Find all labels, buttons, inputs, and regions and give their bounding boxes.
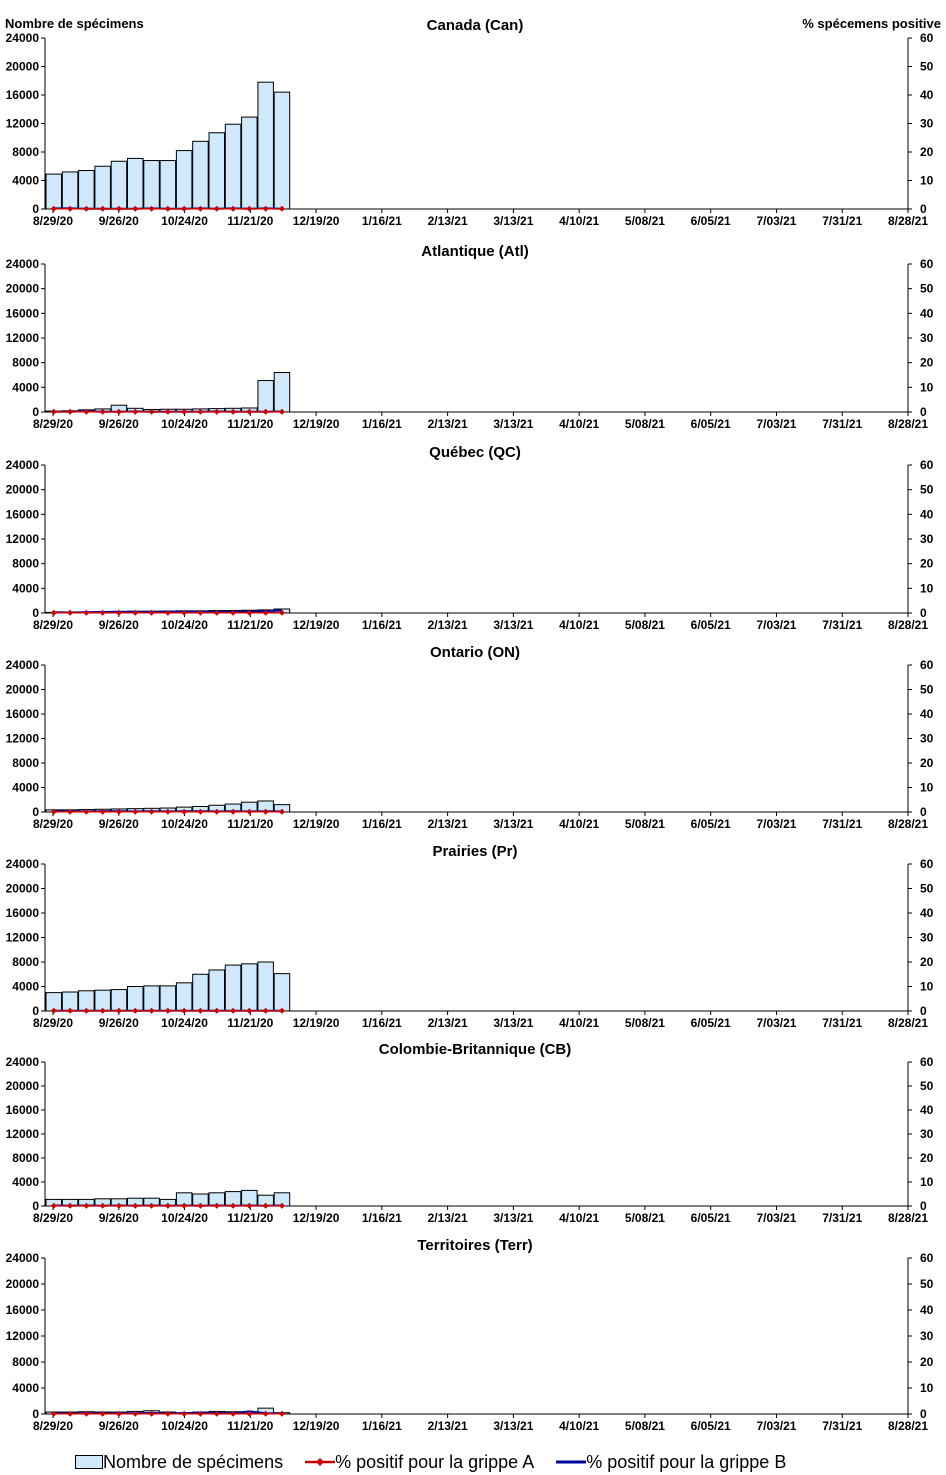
panel-4-x-tick-label: 12/19/20	[292, 817, 340, 831]
panel-4-y2-tick-label: 20	[920, 756, 934, 770]
panel-3-x-tick-label: 10/24/20	[161, 618, 208, 632]
panel-2-x-tick-label: 4/10/21	[559, 417, 600, 431]
panel-3-x-tick-label: 3/13/21	[493, 618, 534, 632]
legend-item-flu-b	[556, 1452, 786, 1473]
legend-label-flu-a: % positif pour la grippe A	[335, 1451, 535, 1472]
panel-1-bar	[160, 161, 176, 209]
panel-2-x-tick-label: 8/29/20	[32, 417, 74, 431]
panel-5-bar	[242, 964, 258, 1011]
panel-1-bar	[46, 174, 62, 209]
panel-2-x-tick-label: 12/19/20	[292, 417, 340, 431]
panel-3-y2-tick-label: 20	[920, 556, 934, 571]
panel-3-x-tick-label: 7/31/21	[822, 618, 863, 632]
panel-7-y-tick-label: 0	[32, 1407, 39, 1421]
panel-5-y2-tick-label: 30	[920, 930, 934, 945]
panel-1-bar	[79, 171, 95, 209]
panel-1-y-tick-label: 4000	[12, 173, 39, 188]
panel-5-x-tick-label: 7/03/21	[756, 1016, 797, 1030]
panel-1-x-tick-label: 5/08/21	[624, 214, 665, 228]
panel-1-bar	[128, 158, 144, 209]
panel-6-y2-tick-label: 50	[920, 1079, 934, 1093]
panel-2-x-tick-label: 3/13/21	[493, 417, 534, 431]
panel-4-title: Ontario (ON)	[430, 644, 520, 661]
panel-6-x-tick-label: 7/31/21	[822, 1211, 863, 1225]
panel-3-x-tick-label: 7/03/21	[756, 618, 797, 632]
panel-2-x-tick-label: 7/03/21	[756, 417, 797, 431]
panel-7-x-tick-label: 7/31/21	[822, 1419, 863, 1433]
panel-5-y2-tick-label: 60	[920, 857, 934, 871]
legend-swatch-flu-b	[556, 1452, 586, 1472]
panel-4-x-tick-label: 3/13/21	[493, 817, 534, 831]
panel-5-y2-tick-label: 40	[920, 906, 934, 920]
panel-1-x-tick-label: 3/13/21	[493, 214, 534, 228]
panel-6-y-tick-label: 16000	[5, 1103, 39, 1117]
panel-7-flu-a-point	[181, 1411, 187, 1417]
panel-5-bar	[193, 974, 209, 1011]
panel-7-y-tick-label: 12000	[5, 1329, 39, 1343]
panel-5-x-tick-label: 12/19/20	[292, 1016, 340, 1030]
panel-4-y-tick-label: 16000	[5, 707, 39, 721]
panel-5-y-tick-label: 16000	[5, 906, 39, 920]
panel-5-bar	[160, 986, 176, 1011]
panel-4-y-tick-label: 4000	[12, 780, 39, 795]
panel-5-y2-tick-label: 50	[920, 881, 934, 896]
panel-4-x-tick-label: 8/29/20	[32, 817, 74, 831]
panel-2-x-tick-label: 10/24/20	[161, 417, 208, 431]
panel-3-x-tick-label: 5/08/21	[624, 618, 665, 632]
panel-1-x-tick-label: 7/03/21	[756, 214, 797, 228]
left-axis-title: Nombre de spécimens	[5, 16, 144, 31]
panel-5-x-tick-label: 9/26/20	[98, 1016, 139, 1030]
panel-1-y2-tick-label: 40	[920, 88, 934, 102]
panel-6-x-tick-label: 1/16/21	[361, 1211, 402, 1225]
panel-4-x-tick-label: 1/16/21	[361, 817, 402, 831]
panel-6-y2-tick-label: 30	[920, 1127, 934, 1141]
panel-3-flu-a-point	[83, 610, 89, 616]
panel-2-x-tick-label: 8/28/21	[887, 417, 929, 431]
panel-1-bar	[95, 166, 111, 209]
panel-3-x-tick-label: 2/13/21	[427, 618, 468, 632]
panel-5-bar	[209, 970, 225, 1011]
panel-3-y2-tick-label: 0	[920, 606, 927, 620]
legend-label-specimens: Nombre de spécimens	[103, 1451, 284, 1472]
panel-2-y-tick-label: 4000	[12, 380, 39, 395]
panel-3-y-tick-label: 12000	[5, 532, 39, 546]
panel-1-bar	[258, 82, 274, 209]
panel-5-bar	[144, 986, 160, 1011]
panel-5-y-tick-label: 8000	[12, 955, 39, 969]
legend-label-flu-b: % positif pour la grippe B	[586, 1451, 787, 1472]
panel-3-y-tick-label: 8000	[12, 556, 39, 571]
panel-3-x-tick-label: 6/05/21	[690, 618, 731, 632]
panel-1-x-tick-label: 10/24/20	[161, 214, 208, 228]
panel-5-bar	[258, 962, 274, 1011]
panel-7-x-tick-label: 9/26/20	[98, 1419, 139, 1433]
panel-1-bar	[209, 133, 225, 209]
panel-6-x-tick-label: 12/19/20	[292, 1211, 340, 1225]
panel-2-x-tick-label: 11/21/20	[227, 417, 274, 431]
panel-4-x-tick-label: 7/31/21	[822, 817, 863, 831]
panel-1-y2-tick-label: 30	[920, 116, 934, 131]
panel-1-y2-tick-label: 20	[920, 145, 934, 159]
panel-2-x-tick-label: 2/13/21	[427, 417, 468, 431]
panel-4-y-tick-label: 8000	[12, 756, 39, 770]
panel-3-flu-a-point	[51, 610, 57, 616]
panel-1-y-tick-label: 8000	[12, 145, 39, 159]
panel-5-x-tick-label: 6/05/21	[690, 1016, 731, 1030]
panel-3-flu-a-point	[67, 610, 73, 616]
panel-2-y2-tick-label: 40	[920, 306, 934, 321]
panel-5-title: Prairies (Pr)	[432, 843, 518, 860]
panel-1-x-tick-label: 2/13/21	[427, 214, 468, 228]
panel-6-x-tick-label: 7/03/21	[756, 1211, 797, 1225]
panel-7-y2-tick-label: 40	[920, 1303, 934, 1317]
panel-1-y-tick-label: 12000	[5, 116, 39, 131]
panel-4-y-tick-label: 24000	[5, 658, 39, 672]
panel-6-y2-tick-label: 60	[920, 1055, 934, 1069]
panel-2-y2-tick-label: 0	[920, 405, 927, 419]
panel-6-y-tick-label: 24000	[5, 1055, 39, 1069]
panel-5-x-tick-label: 11/21/20	[227, 1016, 274, 1030]
panel-1-bar	[193, 141, 209, 209]
panel-7-y2-tick-label: 30	[920, 1329, 934, 1343]
panel-3-y2-tick-label: 50	[920, 482, 934, 497]
panel-4-y2-tick-label: 50	[920, 682, 934, 697]
panel-5-bar	[176, 983, 192, 1011]
panel-6-x-tick-label: 8/29/20	[32, 1211, 74, 1225]
panel-1-bar	[225, 124, 241, 209]
panel-7-flu-a-point	[279, 1411, 285, 1417]
panel-4-x-tick-label: 7/03/21	[756, 817, 797, 831]
panel-4-x-tick-label: 11/21/20	[227, 817, 274, 831]
panel-6-x-tick-label: 6/05/21	[690, 1211, 731, 1225]
panel-4-x-tick-label: 2/13/21	[427, 817, 468, 831]
panel-5-y-tick-label: 12000	[5, 930, 39, 945]
panel-6-y-tick-label: 4000	[12, 1175, 39, 1189]
panel-3-flu-a-point	[116, 610, 122, 616]
panel-1-y2-tick-label: 0	[920, 202, 927, 216]
panel-2-x-tick-label: 9/26/20	[98, 417, 139, 431]
panel-5-x-tick-label: 8/28/21	[887, 1016, 929, 1030]
panel-5-x-tick-label: 3/13/21	[493, 1016, 534, 1030]
panel-1-bar	[62, 172, 78, 209]
panel-3-y-tick-label: 0	[32, 606, 39, 620]
panel-7-x-tick-label: 4/10/21	[559, 1419, 600, 1433]
panel-4-y-tick-label: 0	[32, 805, 39, 819]
panel-1-x-tick-label: 8/28/21	[887, 214, 929, 228]
panel-6-y-tick-label: 12000	[5, 1127, 39, 1141]
panel-7-y-tick-label: 16000	[5, 1303, 39, 1317]
panel-7-y2-tick-label: 20	[920, 1355, 934, 1369]
panel-2-y2-tick-label: 50	[920, 281, 934, 296]
panel-1-y-tick-label: 16000	[5, 88, 39, 102]
panel-5-x-tick-label: 8/29/20	[32, 1016, 74, 1030]
panel-4-y2-tick-label: 30	[920, 731, 934, 746]
panel-7-y2-tick-label: 10	[920, 1381, 934, 1395]
panel-3-x-tick-label: 8/29/20	[32, 618, 74, 632]
panel-3-y2-tick-label: 60	[920, 458, 934, 472]
panel-3-x-tick-label: 12/19/20	[292, 618, 340, 632]
panel-7-x-tick-label: 2/13/21	[427, 1419, 468, 1433]
panel-1-bar	[144, 161, 160, 209]
panel-1-y-tick-label: 0	[32, 202, 39, 216]
panel-3-flu-a-point	[100, 610, 106, 616]
panel-5-bar	[225, 965, 241, 1011]
panel-7-y-tick-label: 8000	[12, 1355, 39, 1369]
panel-7-y-tick-label: 24000	[5, 1251, 39, 1265]
panel-3-x-tick-label: 9/26/20	[98, 618, 139, 632]
panel-3-x-tick-label: 4/10/21	[559, 618, 600, 632]
panel-1-x-tick-label: 7/31/21	[822, 214, 863, 228]
panel-6-x-tick-label: 8/28/21	[887, 1211, 929, 1225]
panel-5-y2-tick-label: 0	[920, 1004, 927, 1018]
panel-4-y-tick-label: 12000	[5, 731, 39, 746]
panel-6-y-tick-label: 20000	[5, 1079, 39, 1093]
panel-5-y-tick-label: 4000	[12, 979, 39, 994]
panel-2-y2-tick-label: 30	[920, 331, 934, 345]
panel-1-x-tick-label: 4/10/21	[559, 214, 600, 228]
panel-2-x-tick-label: 1/16/21	[361, 417, 402, 431]
panel-5-bar	[274, 974, 290, 1011]
panel-7-y-tick-label: 4000	[12, 1381, 39, 1395]
panel-5-y-tick-label: 20000	[5, 881, 39, 896]
panel-6-y2-tick-label: 10	[920, 1175, 934, 1189]
panel-3-y-tick-label: 16000	[5, 507, 39, 522]
panel-7-title: Territoires (Terr)	[417, 1237, 533, 1254]
panel-3-title: Québec (QC)	[429, 444, 521, 461]
panel-2-x-tick-label: 7/31/21	[822, 417, 863, 431]
panel-2-x-tick-label: 6/05/21	[690, 417, 731, 431]
panel-7-x-tick-label: 1/16/21	[361, 1419, 402, 1433]
panel-5-x-tick-label: 10/24/20	[161, 1016, 208, 1030]
panel-2-bar	[274, 373, 290, 412]
panel-7-x-tick-label: 12/19/20	[292, 1419, 340, 1433]
right-axis-title: % spécemens positive	[802, 16, 941, 31]
panel-4-x-tick-label: 5/08/21	[624, 817, 665, 831]
panel-3-x-tick-label: 11/21/20	[227, 618, 274, 632]
panel-1-y2-tick-label: 60	[920, 31, 934, 45]
panel-5-bar	[128, 987, 144, 1012]
panel-1-bar	[176, 151, 192, 209]
panel-3-y2-tick-label: 30	[920, 532, 934, 546]
panel-4-x-tick-label: 8/28/21	[887, 817, 929, 831]
panel-3-y-tick-label: 4000	[12, 581, 39, 596]
panel-3-x-tick-label: 8/28/21	[887, 618, 929, 632]
panel-5-y2-tick-label: 20	[920, 955, 934, 969]
panel-1-x-tick-label: 6/05/21	[690, 214, 731, 228]
panel-2-flu-a-point	[67, 409, 73, 415]
panel-7-x-tick-label: 3/13/21	[493, 1419, 534, 1433]
panel-3-y2-tick-label: 40	[920, 507, 934, 522]
panel-5-x-tick-label: 4/10/21	[559, 1016, 600, 1030]
panel-1-y-tick-label: 24000	[5, 31, 39, 45]
panel-1-x-tick-label: 1/16/21	[361, 214, 402, 228]
panel-7-x-tick-label: 11/21/20	[227, 1419, 274, 1433]
panel-1-x-tick-label: 12/19/20	[292, 214, 340, 228]
panel-4-y-tick-label: 20000	[5, 682, 39, 697]
legend-swatch-specimens	[75, 1455, 103, 1469]
panel-6-y2-tick-label: 20	[920, 1151, 934, 1165]
panel-1-x-tick-label: 8/29/20	[32, 214, 74, 228]
panel-2-y-tick-label: 12000	[5, 331, 39, 345]
panel-5-y-tick-label: 24000	[5, 857, 39, 871]
panel-3-y-tick-label: 20000	[5, 482, 39, 497]
panel-1-bar	[111, 161, 127, 209]
panel-5-x-tick-label: 7/31/21	[822, 1016, 863, 1030]
panel-1-y-tick-label: 20000	[5, 59, 39, 74]
legend	[75, 1450, 808, 1474]
panel-3-y2-tick-label: 10	[920, 581, 934, 596]
panel-5-y2-tick-label: 10	[920, 979, 934, 994]
panel-1-bar	[274, 92, 290, 209]
panel-7-x-tick-label: 7/03/21	[756, 1419, 797, 1433]
panel-2-y2-tick-label: 10	[920, 380, 934, 395]
panel-2-bar	[258, 381, 274, 412]
panel-1-bar	[242, 117, 258, 209]
panel-2-y-tick-label: 20000	[5, 281, 39, 296]
panel-2-x-tick-label: 5/08/21	[624, 417, 665, 431]
panel-5-x-tick-label: 2/13/21	[427, 1016, 468, 1030]
panel-4-x-tick-label: 9/26/20	[98, 817, 139, 831]
panel-5-x-tick-label: 5/08/21	[624, 1016, 665, 1030]
panel-7-x-tick-label: 10/24/20	[161, 1419, 208, 1433]
panel-3-x-tick-label: 1/16/21	[361, 618, 402, 632]
panel-1-y2-tick-label: 10	[920, 173, 934, 188]
panel-7-y-tick-label: 20000	[5, 1277, 39, 1291]
panel-1-x-tick-label: 11/21/20	[227, 214, 274, 228]
legend-item-specimens	[75, 1452, 283, 1473]
panel-4-y2-tick-label: 10	[920, 780, 934, 795]
panel-7-y2-tick-label: 0	[920, 1407, 927, 1421]
panel-7-x-tick-label: 6/05/21	[690, 1419, 731, 1433]
panel-6-y-tick-label: 8000	[12, 1151, 39, 1165]
panel-7-y2-tick-label: 50	[920, 1277, 934, 1291]
panel-2-y2-tick-label: 60	[920, 257, 934, 271]
panel-2-y2-tick-label: 20	[920, 355, 934, 370]
panel-2-flu-a-point	[51, 409, 57, 415]
panel-1-title: Canada (Can)	[426, 17, 524, 34]
panel-4-x-tick-label: 10/24/20	[161, 817, 208, 831]
panel-6-y2-tick-label: 0	[920, 1199, 927, 1213]
panel-2-y-tick-label: 0	[32, 405, 39, 419]
panel-5-x-tick-label: 1/16/21	[361, 1016, 402, 1030]
panel-5-y-tick-label: 0	[32, 1004, 39, 1018]
panel-6-x-tick-label: 5/08/21	[624, 1211, 665, 1225]
panel-6-x-tick-label: 4/10/21	[559, 1211, 600, 1225]
panel-2-y-tick-label: 16000	[5, 306, 39, 321]
panel-4-x-tick-label: 4/10/21	[559, 817, 600, 831]
panel-2-y-tick-label: 8000	[12, 355, 39, 370]
panel-6-y2-tick-label: 40	[920, 1103, 934, 1117]
panel-4-x-tick-label: 6/05/21	[690, 817, 731, 831]
legend-swatch-flu-a	[305, 1452, 335, 1472]
panel-7-x-tick-label: 8/28/21	[887, 1419, 929, 1433]
panel-6-x-tick-label: 3/13/21	[493, 1211, 534, 1225]
panel-7-x-tick-label: 8/29/20	[32, 1419, 74, 1433]
panel-6-x-tick-label: 2/13/21	[427, 1211, 468, 1225]
panel-6-title: Colombie-Britannique (CB)	[378, 1041, 572, 1058]
panel-6-x-tick-label: 11/21/20	[227, 1211, 274, 1225]
panel-4-y2-tick-label: 0	[920, 805, 927, 819]
panel-2-title: Atlantique (Atl)	[421, 243, 529, 260]
panel-7-y2-tick-label: 60	[920, 1251, 934, 1265]
panel-7-x-tick-label: 5/08/21	[624, 1419, 665, 1433]
panel-6-x-tick-label: 10/24/20	[161, 1211, 208, 1225]
panel-4-y2-tick-label: 40	[920, 707, 934, 721]
panel-3-y-tick-label: 24000	[5, 458, 39, 472]
legend-item-flu-a	[305, 1452, 534, 1473]
panel-1-x-tick-label: 9/26/20	[98, 214, 139, 228]
panel-4-y2-tick-label: 60	[920, 658, 934, 672]
panel-6-x-tick-label: 9/26/20	[98, 1211, 139, 1225]
panel-2-y-tick-label: 24000	[5, 257, 39, 271]
panel-6-y-tick-label: 0	[32, 1199, 39, 1213]
panel-1-y2-tick-label: 50	[920, 59, 934, 74]
